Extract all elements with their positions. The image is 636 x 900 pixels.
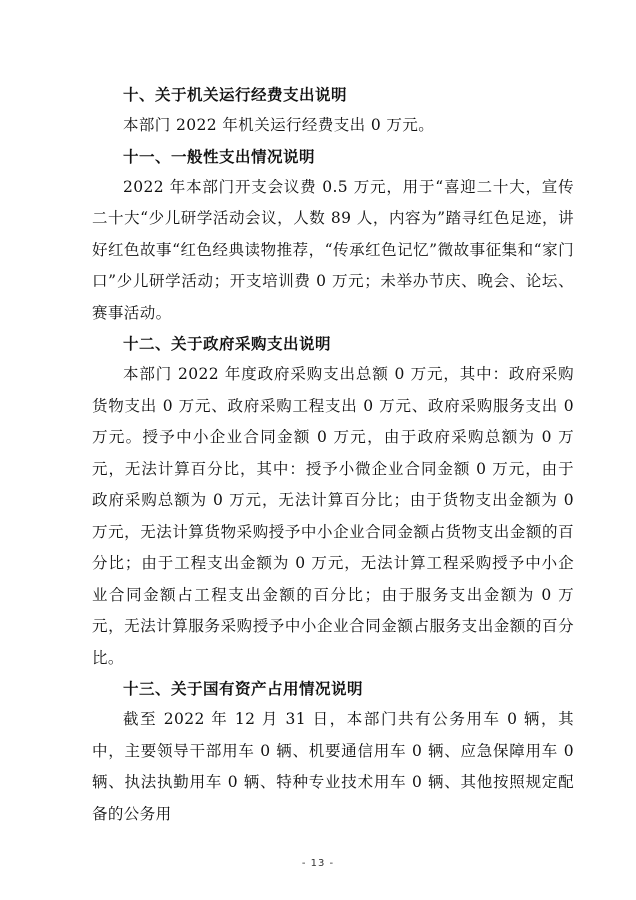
section-heading-11: 十一、一般性支出情况说明 <box>123 147 316 166</box>
section-11-paragraph: 2022 年本部门开支会议费 0.5 万元，用于“喜迎二十大，宣传二十大“少儿研学活动会议，人数 89 人，内容为”踏寻红色足迹，讲好红色故事“红色经典读物推荐，“传承红色记忆”微故事征集和“家门口”少儿研学活动；开支培训费 0 万元；未举办节庆、晚会、论坛、赛事活动。 <box>92 177 574 322</box>
section-10-paragraph: 本部门 2022 年机关运行经费支出 0 万元。 <box>123 116 435 134</box>
page-number: - 13 - <box>301 858 335 869</box>
section-heading-10: 十、关于机关运行经费支出说明 <box>123 86 348 104</box>
section-12-paragraph: 本部门 2022 年度政府采购支出总额 0 万元，其中：政府采购货物支出 0 万元、政府采购工程支出 0 万元、政府采购服务支出 0 万元。授予中小企业合同金额 0 万元，由于政府采购总额为 0 万元，无法计算百分比，其中：授予小微企业合同金额 0 万元，由于政府采购总额为 0 万元，无法计算百分比；由于货物支出金额为 0 万元，无法计算货物采购授予中小企业合同金额占货物支出金额的百分比；由于工程支出金额为 0 万元，无法计算工程采购授予中小企业合同金额占工程支出金额的百分比；由于服务支出金额为 0 万元，无法计算服务采购授予中小企业合同金额占服务支出金额的百分比。 <box>92 365 574 667</box>
section-heading-12: 十二、关于政府采购支出说明 <box>123 335 332 353</box>
section-13-paragraph: 截至 2022 年 12 月 31 日，本部门共有公务用车 0 辆，其中，主要领导干部用车 0 辆、机要通信用车 0 辆、应急保障用车 0 辆、执法执勤用车 0 辆、特种专业技术用车 0 辆、其他按照规定配备的公务用 <box>92 710 574 823</box>
section-heading-13: 十三、关于国有资产占用情况说明 <box>123 680 364 698</box>
document-body <box>92 80 574 830</box>
